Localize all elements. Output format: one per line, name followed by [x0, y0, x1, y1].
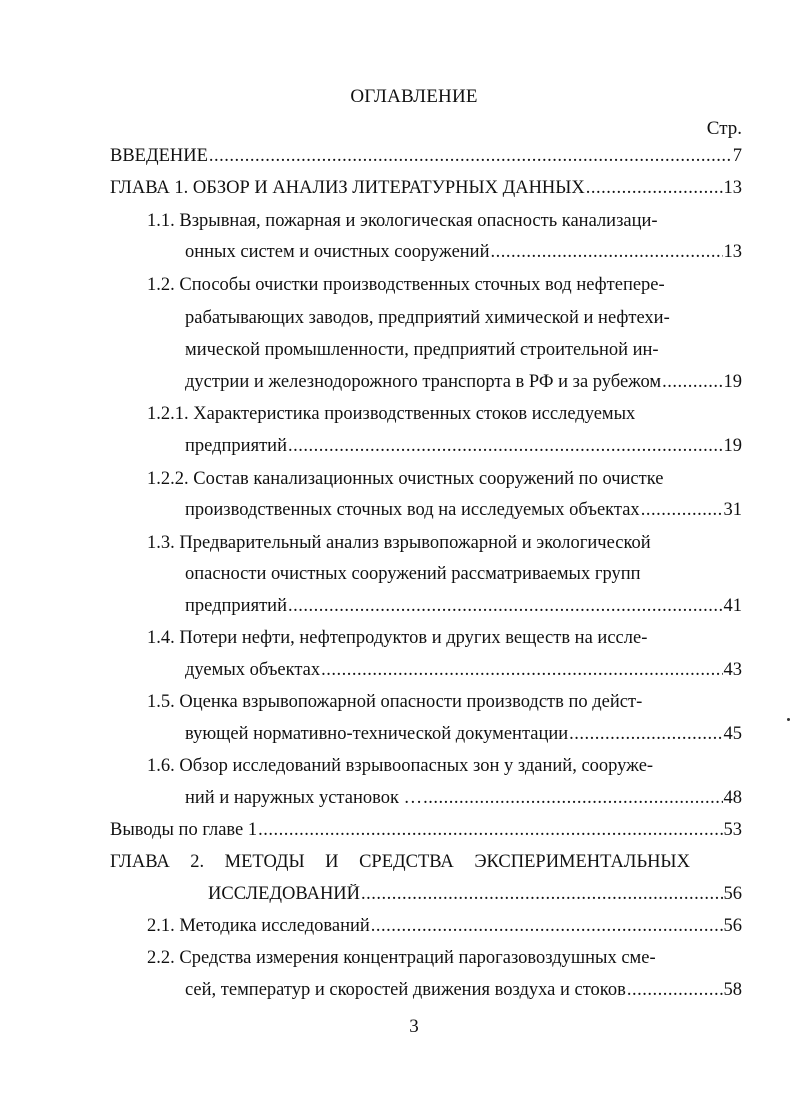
toc-page-number: 43 [723, 660, 742, 680]
toc-entry-text: Выводы по главе 1 [110, 820, 258, 840]
toc-word: ЭКСПЕРИМЕНТАЛЬНЫХ [474, 852, 690, 872]
toc-entry-2-2-line-1[interactable] [147, 948, 742, 976]
toc-entry-text: 1.3. Предварительный анализ взрывопожарной и экологической [147, 533, 651, 553]
toc-entry-text: предприятий [185, 436, 287, 456]
toc-entry-1-2-1-line-1[interactable] [147, 404, 742, 432]
toc-page-number: 56 [723, 884, 742, 904]
dot-leader [569, 724, 722, 745]
toc-entry-intro[interactable] [110, 146, 742, 174]
toc-entry-text: вующей нормативно-технической документации [185, 724, 569, 744]
dot-leader [209, 146, 732, 167]
toc-entry-text: рабатывающих заводов, предприятий химической и нефтехи- [185, 308, 670, 328]
toc-entry-1-2-line-3[interactable] [185, 340, 742, 368]
toc-entry-2-1[interactable] [147, 916, 742, 944]
toc-page-number: 53 [723, 820, 742, 840]
toc-entry-text: дуемых объектах [185, 660, 321, 680]
toc-entry-text: предприятий [185, 596, 287, 616]
toc-page-number: 41 [723, 596, 742, 616]
dot-leader [423, 788, 722, 809]
dot-leader [627, 980, 723, 1001]
toc-entry-1-3-line-2[interactable] [185, 564, 742, 592]
toc-word: СРЕДСТВА [359, 852, 454, 872]
toc-entry-1-4-line-2[interactable] [185, 660, 742, 688]
dot-leader [371, 916, 723, 937]
toc-entry-1-2-2-line-2[interactable] [185, 500, 742, 528]
pages-column-header: Стр. [706, 118, 742, 139]
toc-entry-2-2-line-2[interactable] [185, 980, 742, 1008]
toc-entry-1-2-line-1[interactable] [147, 275, 742, 303]
toc-entry-text: опасности очистных сооружений рассматриваемых групп [185, 564, 641, 584]
toc-entry-text: ний и наружных установок … [185, 788, 423, 808]
dot-leader [258, 820, 722, 841]
toc-entry-text: 1.1. Взрывная, пожарная и экологическая опасность канализаци- [147, 211, 658, 231]
toc-page-number: 48 [723, 788, 742, 808]
toc-page-number: 13 [723, 242, 742, 262]
toc-entry-text: 1.2.1. Характеристика производственных стоков исследуемых [147, 404, 636, 424]
page-number: 3 [409, 1016, 419, 1037]
dot-leader [321, 660, 722, 681]
toc-entry-1-5-line-1[interactable] [147, 692, 742, 720]
toc-entry-1-5-line-2[interactable] [185, 724, 742, 752]
toc-entry-1-1-line-1[interactable] [147, 211, 742, 239]
toc-entry-text: ГЛАВА 1. ОБЗОР И АНАЛИЗ ЛИТЕРАТУРНЫХ ДАННЫХ [110, 178, 585, 198]
toc-entry-1-4-line-1[interactable] [147, 628, 742, 656]
toc-page-number: 31 [723, 500, 742, 520]
toc-entry-1-3-line-3[interactable] [185, 596, 742, 624]
toc-page-number: 45 [723, 724, 742, 744]
toc-entry-text: 2.2. Средства измерения концентраций парогазовоздушных сме- [147, 948, 656, 968]
toc-entry-chapter-2-line-2[interactable] [208, 884, 742, 912]
toc-entry-text: 1.2. Способы очистки производственных сточных вод нефтепере- [147, 275, 665, 295]
toc-entry-1-2-line-2[interactable] [185, 308, 742, 336]
dot-leader [288, 596, 723, 617]
toc-entry-text: мической промышленности, предприятий строительной ин- [185, 340, 659, 360]
toc-entry-conclusions-1[interactable] [110, 820, 742, 848]
scan-speck [787, 718, 790, 721]
toc-page-number: 7 [732, 146, 742, 166]
toc-page-number: 19 [723, 436, 742, 456]
toc-entry-text: 2.1. Методика исследований [147, 916, 370, 936]
toc-entry-text: 1.4. Потери нефти, нефтепродуктов и других веществ на иссле- [147, 628, 648, 648]
toc-page-number: 19 [723, 372, 742, 392]
toc-page-number: 58 [723, 980, 742, 1000]
dot-leader [361, 884, 722, 905]
toc-entry-text: дустрии и железнодорожного транспорта в РФ и за рубежом [185, 372, 662, 392]
toc-entry-1-6-line-2[interactable] [185, 788, 742, 816]
toc-entry-text: 1.6. Обзор исследований взрывоопасных зон у зданий, сооруже- [147, 756, 654, 776]
toc-entry-1-2-1-line-2[interactable] [185, 436, 742, 464]
toc-word: МЕТОДЫ [224, 852, 305, 872]
toc-entry-chapter-1[interactable] [110, 178, 742, 206]
toc-entry-text: производственных сточных вод на исследуемых объектах [185, 500, 640, 520]
dot-leader [288, 436, 723, 457]
toc-entry-1-2-2-line-1[interactable] [147, 469, 742, 497]
toc-entry-text: 1.2.2. Состав канализационных очистных сооружений по очистке [147, 469, 664, 489]
toc-entry-text: ИССЛЕДОВАНИЙ [208, 884, 361, 904]
toc-entry-1-6-line-1[interactable] [147, 756, 742, 784]
toc-entry-1-3-line-1[interactable] [147, 533, 742, 561]
toc-word: ГЛАВА [110, 852, 170, 872]
dot-leader [586, 178, 723, 199]
toc-entry-text: 1.5. Оценка взрывопожарной опасности производств по дейст- [147, 692, 643, 712]
dot-leader [662, 372, 722, 393]
dot-leader [641, 500, 723, 521]
toc-entry-text: сей, температур и скоростей движения воздуха и стоков [185, 980, 626, 1000]
toc-page-number: 13 [723, 178, 742, 198]
page-title: ОГЛАВЛЕНИЕ [350, 86, 478, 107]
toc-word: 2. [190, 852, 205, 872]
toc-entry-1-2-line-4[interactable] [185, 372, 742, 400]
toc-word: И [325, 852, 339, 872]
toc-entry-chapter-2-line-1[interactable] [110, 852, 690, 880]
dot-leader [490, 242, 722, 263]
toc-entry-text: ВВЕДЕНИЕ [110, 146, 208, 166]
toc-entry-1-1-line-2[interactable] [185, 242, 742, 270]
toc-page-number: 56 [723, 916, 742, 936]
toc-entry-text: онных систем и очистных сооружений [185, 242, 490, 262]
